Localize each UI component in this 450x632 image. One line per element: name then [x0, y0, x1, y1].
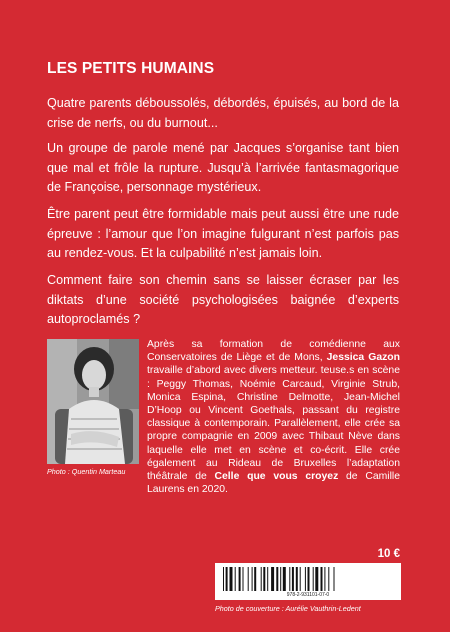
barcode-icon — [221, 567, 395, 591]
barcode-bar — [328, 567, 329, 591]
blurb-paragraph-1: Quatre parents déboussolés, débordés, épuisés, au bord de la crise de nerfs, ou du burnout... — [47, 96, 399, 130]
bio-text-1: Après sa formation de comédienne aux Conservatoires de Liège et de Mons, — [147, 339, 400, 364]
bio-text-3: de Camille Laurens en 2020. — [147, 471, 400, 496]
work-title: Celle que vous croyez — [214, 471, 339, 483]
barcode-bar — [243, 567, 244, 591]
barcode-bar — [254, 567, 256, 591]
author-portrait-icon — [47, 339, 139, 464]
barcode-bar — [334, 567, 335, 591]
bio-text-2: travaille d’abord avec divers metteur. teuse.s en scène : Peggy Thomas, Noémie Carcaud, Virginie Strub, Monica Espina, Christine Delmotte, Jean-Michel D’Hoop ou Vincent Goethals, passant du registre classique à contemporain. Parallèlement, elle crée sa propre compagnie en 2009 avec Thibaut Nève dans laquelle elle met en scène et co-écrit. Elle crée également au Rideau de Bruxelles l’adaptation théâtrale de — [147, 365, 400, 483]
blurb-paragraph-4: Comment faire son chemin sans se laisser écraser par les diktats d’une société psychologisées baignée d’experts autoproclamés ? — [47, 273, 399, 326]
cover-photo-credit: Photo de couverture : Aurélie Vauthrin-Ledent — [215, 604, 361, 613]
barcode-bar — [292, 567, 294, 591]
barcode-bar — [239, 567, 241, 591]
barcode-bar — [261, 567, 262, 591]
isbn-number: 978-2-931101-07-0 — [286, 592, 330, 598]
book-title: LES PETITS HUMAINS — [47, 60, 215, 77]
barcode-bar — [296, 567, 298, 591]
barcode-bar — [305, 567, 306, 591]
barcode-bar — [308, 567, 310, 591]
author-bio — [147, 338, 400, 496]
barcode-bar — [230, 567, 233, 591]
blurb-paragraph-2: Un groupe de parole mené par Jacques s’organise tant bien que mal et frôle la rupture. Jusqu’à l’arrivée fantasmagorique de Françoise, personnage mystérieux. — [47, 141, 399, 194]
barcode-bar — [252, 567, 253, 591]
barcode-bar — [280, 567, 281, 591]
barcode-bar — [235, 567, 236, 591]
barcode-bar — [315, 567, 318, 591]
barcode-bar — [289, 567, 290, 591]
barcode-bar — [313, 567, 314, 591]
barcode-bar — [263, 567, 265, 591]
barcode-bar — [248, 567, 249, 591]
barcode-bar — [223, 567, 224, 591]
author-name: Jessica Gazon — [326, 352, 400, 364]
barcode-bar — [324, 567, 325, 591]
photo-credit: Photo : Quentin Marteau — [47, 467, 126, 476]
price: 10 € — [377, 548, 400, 560]
barcode — [215, 563, 401, 600]
barcode-bar — [276, 567, 278, 591]
blurb-paragraph-3: Être parent peut être formidable mais peut aussi être une rude épreuve : l’amour que l’on imagine fulgurant n’est parfois pas au rendez-vous. Et la culpabilité n’est jamais loin. — [47, 207, 399, 260]
barcode-bar — [267, 567, 268, 591]
author-photo — [47, 339, 139, 464]
barcode-bar — [226, 567, 228, 591]
barcode-bar — [321, 567, 323, 591]
barcode-bar — [283, 567, 286, 591]
barcode-bar — [300, 567, 301, 591]
barcode-bar — [271, 567, 274, 591]
